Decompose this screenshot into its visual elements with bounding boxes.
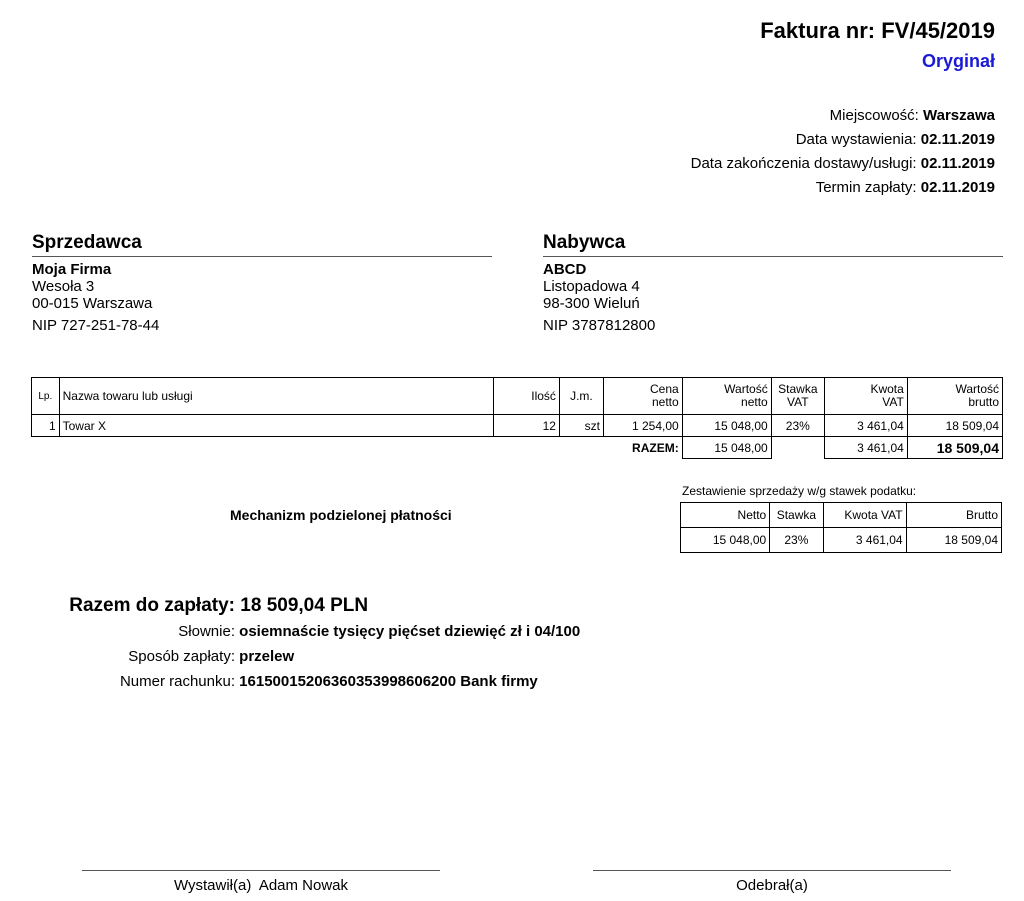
vat-net: 15 048,00: [681, 528, 770, 553]
col-qty: Ilość: [494, 378, 559, 415]
meta-place: Miejscowość: Warszawa: [829, 107, 995, 124]
col-vat-amount: Kwota VAT: [824, 378, 907, 415]
buyer-name: ABCD: [543, 261, 587, 278]
col-vat-rate: Stawka VAT: [771, 378, 824, 415]
col-gross: Wartość brutto: [907, 378, 1002, 415]
item-qty: 12: [494, 415, 559, 437]
payment-summary: [32, 595, 580, 694]
buyer-street: Listopadowa 4: [543, 278, 640, 295]
vat-summary-table: [680, 502, 1002, 553]
amount-in-words: [32, 619, 580, 644]
total-gross: 18 509,04: [907, 437, 1002, 459]
account-value: 16150015206360353998606200 Bank firmy: [239, 673, 538, 690]
copy-label: Oryginał: [921, 51, 995, 71]
seller-section: [32, 232, 492, 334]
item-gross: 18 509,04: [907, 415, 1002, 437]
meta-issue-date: Data wystawienia: 02.11.2019: [795, 131, 995, 148]
meta-due-date: Termin zapłaty: 02.11.2019: [815, 179, 995, 196]
total-due-value: 18 509,04 PLN: [240, 595, 369, 616]
items-total-row: [32, 437, 1003, 459]
item-vat-amount: 3 461,04: [824, 415, 907, 437]
method-label: Sposób zapłaty:: [128, 648, 235, 665]
invoice-title: Faktura nr: FV/45/2019: [760, 18, 995, 43]
table-row: [32, 415, 1003, 437]
buyer-city: 98-300 Wieluń: [543, 295, 640, 312]
signature-received-by: Odebrał(a): [593, 870, 951, 894]
buyer-nip: NIP 3787812800: [543, 317, 656, 334]
item-unit: szt: [559, 415, 603, 437]
item-vat-rate: 23%: [771, 415, 824, 437]
table-row: [681, 528, 1002, 553]
seller-name: Moja Firma: [32, 261, 112, 278]
payment-method: [32, 644, 580, 669]
vat-header-row: [681, 503, 1002, 528]
item-name: Towar X: [59, 415, 494, 437]
col-net-price: Cena netto: [603, 378, 682, 415]
method-value: przelew: [239, 648, 295, 665]
items-table: [31, 377, 1003, 459]
total-vat-amount: 3 461,04: [824, 437, 907, 459]
seller-nip: NIP 727-251-78-44: [32, 317, 160, 334]
item-net-price: 1 254,00: [603, 415, 682, 437]
seller-heading: Sprzedawca: [32, 232, 492, 257]
col-lp: Lp.: [32, 378, 60, 415]
vat-col-rate: Stawka: [770, 503, 823, 528]
seller-city: 00-015 Warszawa: [32, 295, 153, 312]
meta-delivery-date: Data zakończenia dostawy/usługi: 02.11.2019: [690, 155, 995, 172]
seller-street: Wesoła 3: [32, 278, 95, 295]
words-label: Słownie:: [178, 623, 235, 640]
vat-col-vat: Kwota VAT: [823, 503, 906, 528]
words-value: osiemnaście tysięcy pięćset dziewięć zł i 04/100: [239, 623, 581, 640]
total-due-label: Razem do zapłaty:: [69, 595, 235, 616]
account-number: [32, 669, 580, 694]
buyer-heading: Nabywca: [543, 232, 1003, 257]
item-lp: 1: [32, 415, 60, 437]
total-net-value: 15 048,00: [682, 437, 771, 459]
col-unit: J.m.: [559, 378, 603, 415]
vat-amount: 3 461,04: [823, 528, 906, 553]
total-label: RAZEM:: [632, 440, 679, 455]
item-net-value: 15 048,00: [682, 415, 771, 437]
items-header-row: [32, 378, 1003, 415]
col-name: Nazwa towaru lub usługi: [59, 378, 494, 415]
col-net-value: Wartość netto: [682, 378, 771, 415]
buyer-section: [543, 232, 1003, 334]
account-label: Numer rachunku:: [119, 673, 235, 690]
vat-col-net: Netto: [681, 503, 770, 528]
invoice-meta: [691, 104, 995, 200]
total-due: [32, 595, 580, 617]
vat-gross: 18 509,04: [906, 528, 1001, 553]
signature-issued-by: Wystawił(a) Adam Nowak: [82, 870, 440, 894]
vat-col-gross: Brutto: [906, 503, 1001, 528]
vat-summary-caption: Zestawienie sprzedaży w/g stawek podatku:: [682, 484, 917, 498]
split-payment-note: Mechanizm podzielonej płatności: [230, 507, 452, 523]
vat-rate: 23%: [770, 528, 823, 553]
